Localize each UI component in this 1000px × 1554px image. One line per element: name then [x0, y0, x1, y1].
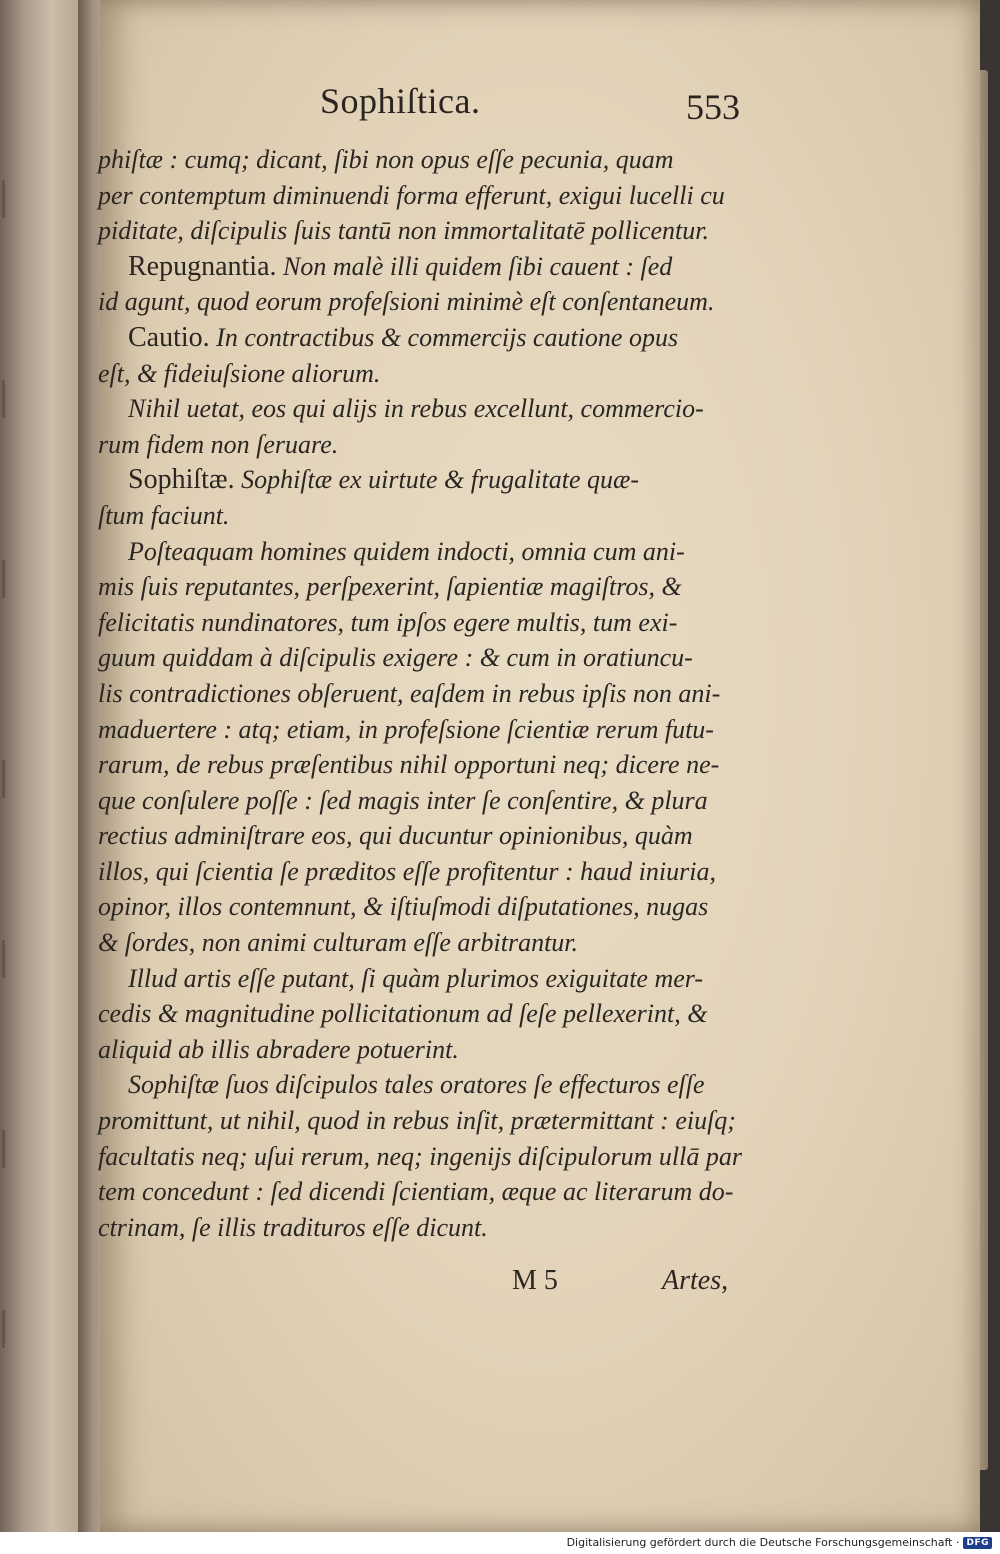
text-line — [98, 391, 762, 427]
text-line — [98, 1139, 762, 1175]
line-text: Sophiſtæ ſuos diſcipulos tales oratores ſe effecturos eſſe — [128, 1070, 705, 1100]
text-line — [98, 1210, 762, 1246]
line-text: cedis & magnitudine pollicitationum ad ſeſe pellexerint, & — [98, 999, 708, 1029]
text-line — [98, 961, 762, 997]
text-line — [98, 818, 762, 854]
line-text: opinor, illos contemnunt, & iſtiuſmodi diſputationes, nugas — [98, 892, 709, 922]
text-line — [98, 178, 762, 214]
line-text: Non malè illi quidem ſibi cauent : ſed — [283, 251, 673, 281]
marginal-heading: Repugnantia. — [128, 250, 277, 282]
signature-mark: M 5 — [512, 1265, 558, 1296]
line-text: & ſordes, non animi culturam eſſe arbitrantur. — [98, 928, 579, 958]
line-text: ſtum faciunt. — [98, 500, 230, 530]
text-line — [98, 213, 762, 249]
text-line — [98, 320, 762, 356]
text-line — [98, 996, 762, 1032]
text-line — [98, 1103, 762, 1139]
marginal-heading: Cautio. — [128, 321, 210, 353]
text-line — [98, 783, 762, 819]
text-line — [98, 676, 762, 712]
line-text: lis contradictiones obſeruent, eaſdem in rebus ipſis non ani- — [98, 678, 721, 708]
line-text: Sophiſtæ ex uirtute & frugalitate quæ- — [241, 465, 640, 495]
catchword: Artes, — [662, 1265, 729, 1296]
line-text: Poſteaquam homines quidem indocti, omnia cum ani- — [128, 536, 685, 566]
line-text: rectius adminiſtrare eos, qui ducuntur opinionibus, quàm — [98, 821, 693, 851]
line-text: Illud artis eſſe putant, ſi quàm plurimos exiguitate mer- — [128, 963, 704, 993]
line-text: rarum, de rebus præſentibus nihil opportuni neq; dicere ne- — [98, 750, 720, 780]
line-text: guum quiddam à diſcipulis exigere : & cum in oratiuncu- — [98, 643, 693, 673]
credit-text: Digitalisierung gefördert durch die Deutsche Forschungsgemeinschaft · — [566, 1536, 960, 1549]
text-line — [98, 462, 762, 498]
text-line — [98, 1174, 762, 1210]
line-text: Nihil uetat, eos qui alijs in rebus excellunt, commercio- — [128, 394, 704, 424]
line-text: piditate, diſcipulis ſuis tantū non immortalitatē pollicentur. — [98, 216, 709, 246]
line-text: In contractibus & commercijs cautione opus — [216, 322, 679, 352]
line-text: felicitatis nundinatores, tum ipſos egere multis, tum exi- — [98, 607, 678, 637]
text-line — [98, 640, 762, 676]
line-text: maduertere : atq; etiam, in profeſsione ſcientiæ rerum futu- — [98, 714, 714, 744]
funding-credit — [567, 1536, 992, 1549]
line-text: rum fidem non ſeruare. — [98, 429, 339, 459]
dfg-logo-icon: DFG — [963, 1537, 992, 1549]
text-line — [98, 712, 762, 748]
text-line — [98, 534, 762, 570]
text-line — [98, 854, 762, 890]
text-line — [98, 142, 762, 178]
line-text: promittunt, ut nihil, quod in rebus inſit, prætermittant : eiuſq; — [98, 1106, 736, 1136]
line-text: aliquid ab illis abradere potuerint. — [98, 1034, 459, 1064]
body-text — [98, 142, 762, 1245]
text-line — [98, 569, 762, 605]
text-line — [98, 747, 762, 783]
line-text: illos, qui ſcientia ſe præditos eſſe profitentur : haud iniuria, — [98, 856, 716, 886]
line-text: mis ſuis reputantes, perſpexerint, ſapientiæ magiſtros, & — [98, 572, 682, 602]
text-line — [98, 249, 762, 285]
line-text: phiſtæ : cumq; dicant, ſibi non opus eſſe pecunia, quam — [98, 145, 674, 174]
text-line — [98, 1067, 762, 1103]
facing-page-edge — [0, 0, 78, 1532]
page-number: 553 — [686, 87, 740, 127]
text-line — [98, 284, 762, 320]
text-line — [98, 605, 762, 641]
marginal-heading: Sophiſtæ. — [128, 464, 235, 496]
text-line — [98, 356, 762, 392]
text-line — [98, 427, 762, 463]
line-text: facultatis neq; uſui rerum, neq; ingenijs diſcipulorum ullā par — [98, 1141, 742, 1171]
running-head: Sophiſtica. — [320, 81, 481, 121]
line-text: per contemptum diminuendi forma efferunt, exigui lucelli cu — [98, 180, 725, 210]
text-line — [98, 925, 762, 961]
line-text: ctrinam, ſe illis tradituros eſſe dicunt. — [98, 1212, 488, 1242]
line-text: que conſulere poſſe : ſed magis inter ſe conſentire, & plura — [98, 785, 708, 815]
text-line — [98, 498, 762, 534]
line-text: tem concedunt : ſed dicendi ſcientiam, æque ac literarum do- — [98, 1177, 734, 1207]
text-line — [98, 889, 762, 925]
text-line — [98, 1032, 762, 1068]
line-text: eſt, & fideiuſsione aliorum. — [98, 358, 381, 388]
line-text: id agunt, quod eorum profeſsioni minimè eſt conſentaneum. — [98, 287, 715, 317]
